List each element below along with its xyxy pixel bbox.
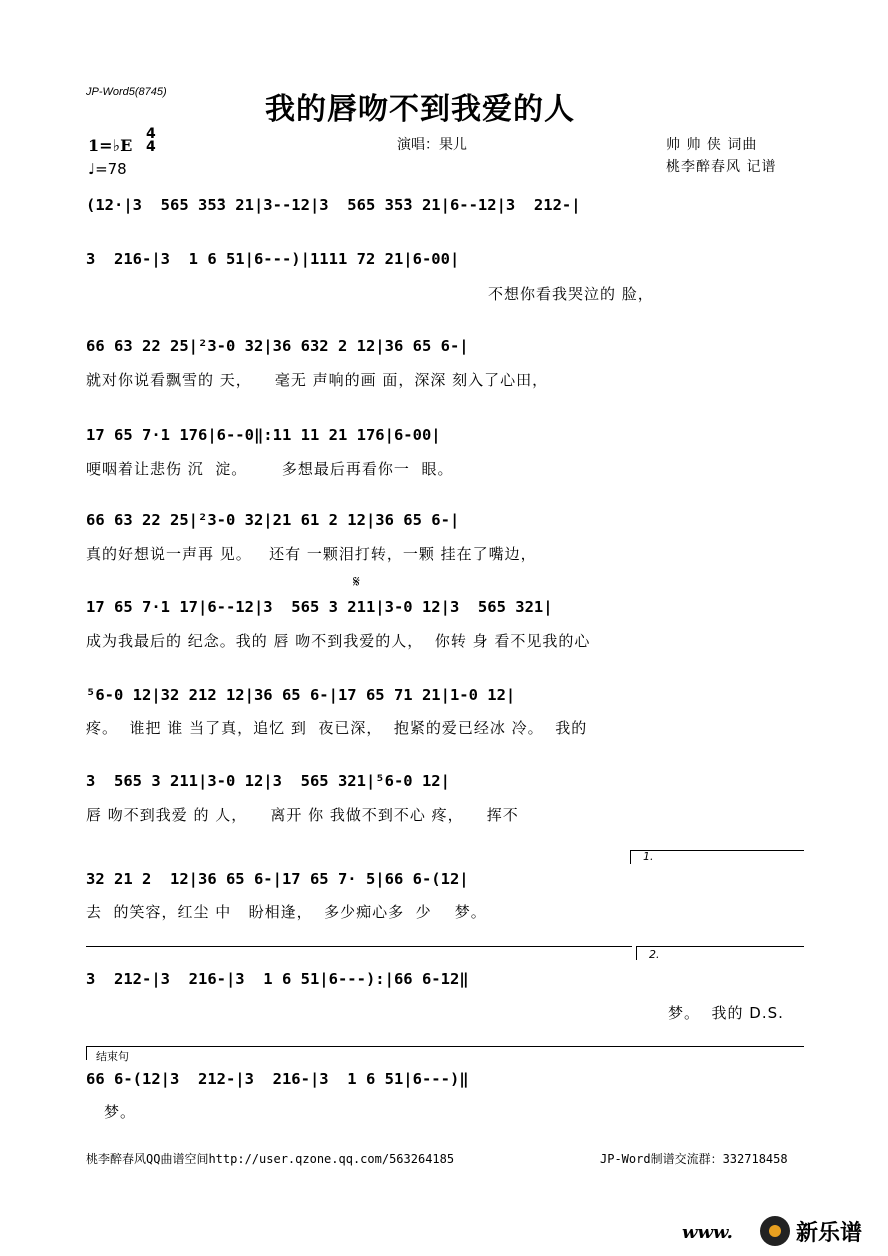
segno-sign: 𝄋 (353, 572, 360, 591)
score-row-5-notes: 66 63 22 25|²3-0 32|21 61 2 12|36 65 6-| (86, 511, 460, 529)
watermark-logo-icon (760, 1216, 790, 1246)
score-row-8-lyrics: 唇 吻不到我爱 的 人， 离开 你 我做不到不心 疼， 挥不 (86, 806, 519, 824)
first-ending-bracket-edge (630, 850, 631, 864)
coda-bracket (86, 1046, 804, 1047)
score-row-11-lyrics: 梦。 (104, 1103, 137, 1121)
footer-left: 桃李醉春风QQ曲谱空间http://user.qzone.qq.com/563264185 (86, 1152, 455, 1166)
transcriber-credit: 桃李醉春风 记谱 (666, 159, 777, 175)
score-row-3-notes: 66 63 22 25|²3-0 32|36 632 2 12|36 65 6-| (86, 337, 469, 355)
score-row-11-notes: 66 6-(12|3 212-|3 216-|3 1 6 51|6---)‖ (86, 1070, 469, 1088)
second-ending-bracket-edge (636, 946, 637, 960)
score-row-9-lyrics: 去 的笑容，红尘 中 盼相逢， 多少痴心多 少 梦。 (86, 903, 487, 921)
time-signature (146, 128, 156, 154)
score-row-2-notes: 3 216-|3 1 6 51|6---)|1111 72 21|6-00| (86, 250, 460, 268)
score-row-10-lyrics: 梦。 我的 D.S. (668, 1004, 784, 1022)
score-title: 我的唇吻不到我爱的人 (265, 92, 575, 127)
composer-credit: 帅 帅 侠 词曲 (666, 137, 758, 153)
tempo-marking: ♩=78 (88, 160, 127, 178)
score-row-8-notes: 3 565 3 211|3-0 12|3 565 321|⁵6-0 12| (86, 772, 450, 790)
singer-credit: 演唱：果儿 (397, 137, 467, 153)
score-row-1-notes: (12·|3 565 35̄3 21|3--12|3 565 35̄3 21|6--12|3 212-| (86, 196, 581, 214)
score-row-6-lyrics: 成为我最后的 纪念。我的 唇 吻不到我爱的人， 你转 身 看不见我的心 (86, 632, 591, 650)
time-signature-bottom: 4 (146, 139, 156, 155)
first-ending-bracket (630, 850, 804, 851)
score-row-7-lyrics: 疼。 谁把 谁 当了真，追忆 到 夜已深， 抱紧的爱已经冰 冷。 我的 (86, 719, 588, 737)
second-ending-bracket (636, 946, 804, 947)
software-label: JP-Word5(8745) (86, 86, 167, 98)
first-ending-number: 1. (643, 850, 654, 863)
score-row-4-lyrics: 哽咽着让悲伤 沉 淀。 多想最后再看你一 眼。 (86, 460, 454, 478)
time-signature-top: 4 (146, 126, 156, 142)
footer-right: JP-Word制谱交流群：332718458 (600, 1152, 788, 1166)
score-row-9-notes: 32 21 2 12|36 65 6-|17 65 7· 5|66 6-(12| (86, 870, 469, 888)
system-rule (86, 946, 632, 947)
score-row-7-notes: ⁵6-0 12|32 212 12|36 65 6-|17 65 71 21|1-0 12| (86, 686, 516, 704)
watermark-site: www. (682, 1222, 733, 1243)
coda-label: 结束句 (96, 1050, 129, 1063)
key-signature: 1=♭E (88, 136, 133, 155)
coda-bracket-edge (86, 1046, 87, 1060)
score-row-2-lyrics: 不想你看我哭泣的 脸， (488, 285, 654, 303)
score-row-3-lyrics: 就对你说看飘雪的 天， 毫无 声响的画 面，深深 刻入了心田， (86, 371, 549, 389)
score-row-4-notes: 17 65 7·1 176|6--0‖:11 11 21 176|6-00| (86, 426, 441, 444)
watermark-brand: 新乐谱 (796, 1221, 863, 1246)
score-row-10-notes: 3 212-|3 216-|3 1 6 51|6---):|66 6-12‖ (86, 970, 469, 988)
score-row-6-notes: 17 65 7·1 17|6--12|3 565 3 211|3-0 12|3 565 321| (86, 598, 553, 616)
score-row-5-lyrics: 真的好想说一声再 见。 还有 一颗泪打转，一颗 挂在了嘴边， (86, 545, 537, 563)
second-ending-number: 2. (649, 948, 660, 961)
